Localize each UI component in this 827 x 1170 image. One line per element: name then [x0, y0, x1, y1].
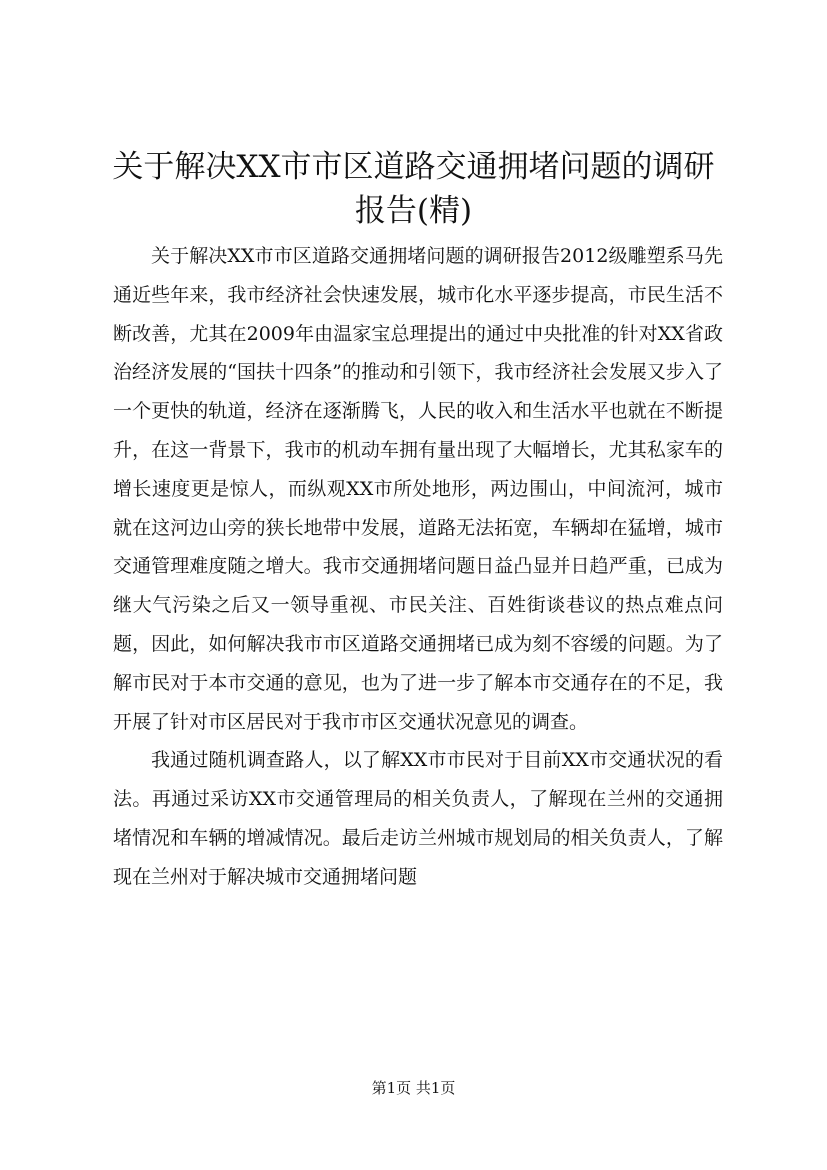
page-footer: 第1页 共1页 [371, 1079, 456, 1097]
title-line-2: 报告(精) [354, 193, 473, 229]
paragraph: 关于解决XX市市区道路交通拥堵问题的调研报告2012级雕塑系马先通近些年来，我市经济社会快速发展，城市化水平逐步提高，市民生活不断改善，尤其在2009年由温家宝总理提出的通过中央批准的针对XX省政治经济发展的“国扶十四条”的推动和引领下，我市经济社会发展又步入了一个更快的轨道，经济在逐渐腾飞，人民的收入和生活水平也就在不断提升，在这一背景下，我市的机动车拥有量出现了大幅增长，尤其私家车的增长速度更是惊人，而纵观XX市所处地形，两边围山，中间流河，城市就在这河边山旁的狭长地带中发展，道路无法拓宽，车辆却在猛增，城市交通管理难度随之增大。我市交通拥堵问题日益凸显并日趋严重，已成为继大气污染之后又一领导重视、市民关注、百姓街谈巷议的热点难点问题，因此，如何解决我市市区道路交通拥堵已成为刻不容缓的问题。为了解市民对于本市交通的意见，也为了进一步了解本市交通存在的不足，我开展了针对市区居民对于我市市区交通状况意见的调查。 [113, 245, 723, 733]
paragraph: 我通过随机调查路人，以了解XX市市民对于目前XX市交通状况的看法。再通过采访XX市交通管理局的相关负责人，了解现在兰州的交通拥堵情况和车辆的增减情况。最后走访兰州城市规划局的相关负责人，了解现在兰州对于解决城市交通拥堵问题 [113, 749, 723, 888]
title-line-1: 关于解决XX市市区道路交通拥堵问题的调研 [112, 149, 715, 185]
document-body [113, 237, 723, 897]
document-title [100, 145, 727, 233]
